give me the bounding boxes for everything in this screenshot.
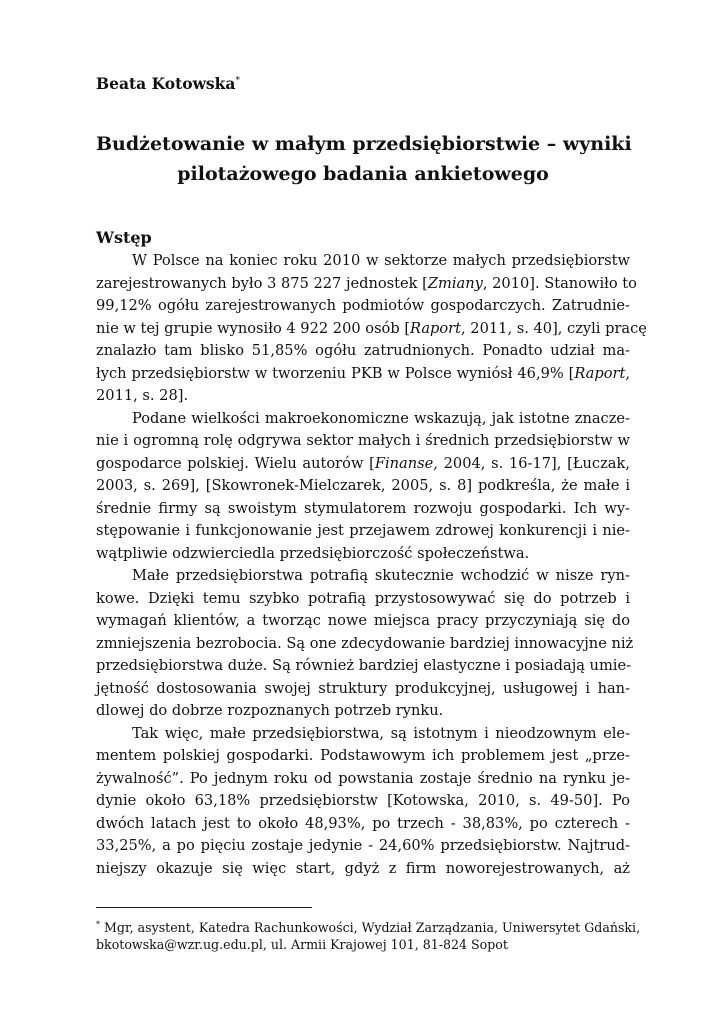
footnote-mark: *: [96, 920, 100, 929]
body-line: przedsiębiorstwa duże. Są również bardziej elastyczne i posiadają umie-: [96, 657, 632, 674]
body-line: żywalność”. Po jednym roku od powstania zostaje średnio na rynku je-: [96, 770, 630, 787]
footnote-line-2: bkotowska@wzr.ug.edu.pl, ul. Armii Krajowej 101, 81-824 Sopot: [96, 937, 508, 952]
body-line: znalazło tam blisko 51,85% ogółu zatrudnionych. Ponadto udział ma-: [96, 342, 630, 359]
footnote-line-1: * Mgr, asystent, Katedra Rachunkowości, Wydział Zarządzania, Uniwersytet Gdański,: [96, 920, 641, 936]
body-line: 2003, s. 269], [Skowronek-Mielczarek, 2005, s. 8] podkreśla, że małe i: [96, 477, 630, 494]
footnote-separator: [96, 907, 312, 908]
paper-title-line-1: Budżetowanie w małym przedsiębiorstwie – wyniki: [96, 133, 632, 155]
body-line: dynie około 63,18% przedsiębiorstw [Kotowska, 2010, s. 49-50]. Po: [96, 792, 630, 809]
paper-title-line-2: pilotażowego badania ankietowego: [177, 163, 549, 185]
body-line: wątpliwie odzwierciedla przedsiębiorczość społeczeństwa.: [96, 545, 530, 562]
body-line: wymagań klientów, a tworząc nowe miejsca pracy przyczyniają się do: [96, 612, 630, 629]
body-line: Tak więc, małe przedsiębiorstwa, są istotnym i nieodzownym ele-: [132, 725, 630, 742]
body-line: 99,12% ogółu zarejestrowanych podmiotów gospodarczych. Zatrudnie-: [96, 297, 630, 314]
author-name: [96, 74, 240, 93]
body-line: nie i ogromną rolę odgrywa sektor małych i średnich przedsiębiorstw w: [96, 432, 630, 449]
body-line: W Polsce na koniec roku 2010 w sektorze małych przedsiębiorstw: [132, 252, 630, 269]
body-line: 2011, s. 28].: [96, 387, 189, 404]
author-footnote-mark: *: [235, 75, 240, 86]
body-line: nie w tej grupie wynosiło 4 922 200 osób [Raport, 2011, s. 40], czyli pracę: [96, 320, 647, 337]
body-line: Małe przedsiębiorstwa potrafią skutecznie wchodzić w nisze ryn-: [132, 567, 630, 584]
body-line: kowe. Dzięki temu szybko potrafią przystosowywać się do potrzeb i: [96, 590, 630, 607]
body-line: zmniejszenia bezrobocia. Są one zdecydowanie bardziej innowacyjne niż: [96, 635, 634, 652]
body-line: jętność dostosowania swojej struktury produkcyjnej, usługowej i han-: [96, 680, 630, 697]
body-line: zarejestrowanych było 3 875 227 jednostek [Zmiany, 2010]. Stanowiło to: [96, 275, 637, 292]
body-line: stępowanie i funkcjonowanie jest przejawem zdrowej konkurencji i nie-: [96, 522, 630, 539]
body-line: 33,25%, a po pięciu zostaje jedynie - 24,60% przedsiębiorstw. Najtrud-: [96, 837, 630, 854]
body-line: niejszy okazuje się więc start, gdyż z firm noworejestrowanych, aż: [96, 860, 630, 877]
body-line: dwóch latach jest to około 48,93%, po trzech - 38,83%, po czterech -: [96, 815, 630, 832]
body-line: średnie firmy są swoistym stymulatorem rozwoju gospodarki. Ich wy-: [96, 500, 630, 517]
body-line: gospodarce polskiej. Wielu autorów [Finanse, 2004, s. 16-17], [Łuczak,: [96, 455, 630, 472]
body-line: dlowej do dobrze rozpoznanych potrzeb rynku.: [96, 702, 444, 719]
section-heading: Wstęp: [96, 228, 152, 247]
author-name-text: Beata Kotowska: [96, 74, 236, 93]
body-line: Podane wielkości makroekonomiczne wskazują, jak istotne znacze-: [132, 410, 630, 427]
body-line: mentem polskiej gospodarki. Podstawowym ich problemem jest „prze-: [96, 747, 630, 764]
body-line: łych przedsiębiorstw w tworzeniu PKB w Polsce wyniósł 46,9% [Raport,: [96, 365, 630, 382]
